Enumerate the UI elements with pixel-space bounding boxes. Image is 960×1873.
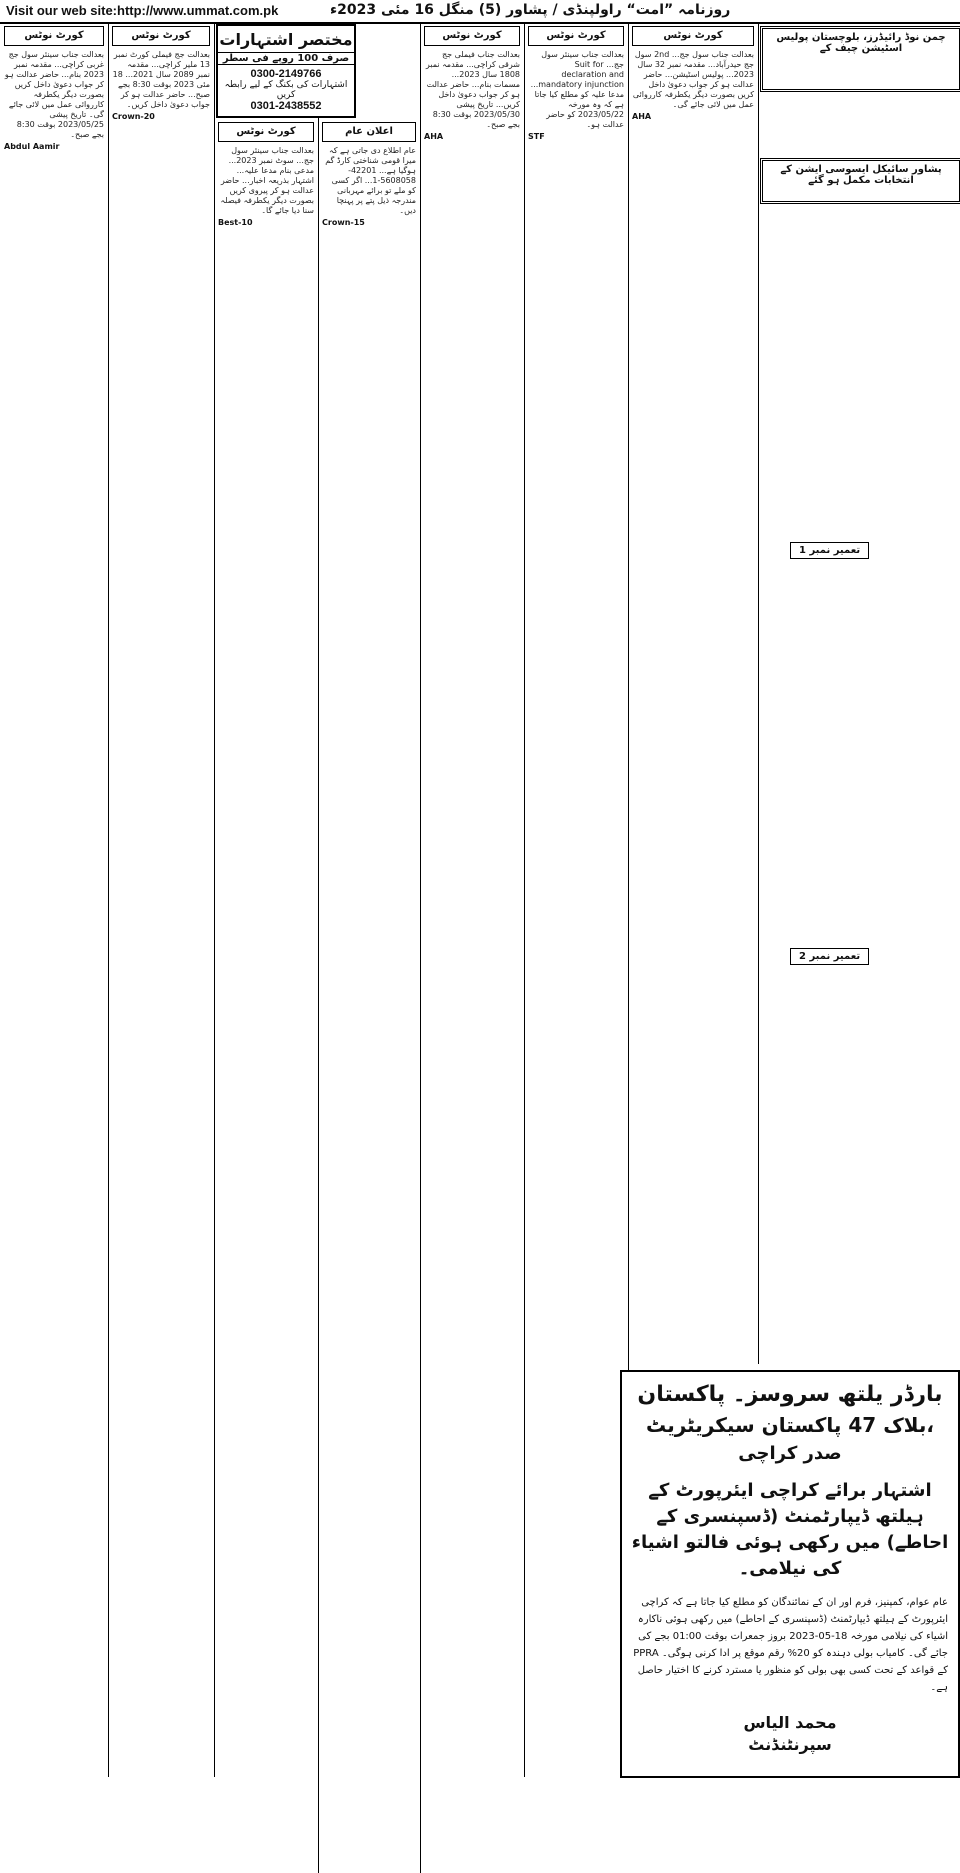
column-tag: Crown-20 (112, 112, 155, 121)
column-header: کورٹ نوٹس (632, 26, 754, 46)
column-2 (108, 24, 215, 1777)
masthead-bar (0, 0, 960, 24)
news-box-mid (760, 158, 960, 204)
column-tag: Abdul Aamir (4, 142, 60, 151)
notice-heading: اشتہار برائے کراچی ایئرپورٹ کے ہیلتھ ڈیپارٹمنٹ (ڈسپنسری کے احاطے) میں رکھی ہوئی فالتو اشیاء کی نیلامی۔ (631, 1480, 949, 1579)
column-text: بعدالت جناب فیملی جج شرقی کراچی... مقدمہ نمبر 1808 سال 2023... مسمات بنام... حاضر عدالت ہو کر جواب دعویٰ داخل کریں... تاریخ پیشی 2023/05/30 بوقت 8:30 بجے صبح۔ (425, 50, 520, 129)
ads-phone-1[interactable]: 0300-2149766 (250, 68, 322, 80)
column-text: عام اطلاع دی جاتی ہے کہ میرا قومی شناختی کارڈ گم ہوگیا ہے... 42201-5608058-1... اگر کسی کو ملے تو برائے مہربانی مندرجہ ذیل پتے پر پہنچا دیں۔ (325, 146, 416, 215)
tender-2-label: تعمیر نمبر 2 (790, 948, 869, 965)
column-tag: STF (528, 132, 545, 141)
column-header: کورٹ نوٹس (112, 26, 210, 46)
ads-phone-2[interactable]: 0301-2438552 (250, 100, 322, 112)
signatory-name: محمد الیاس (743, 1713, 837, 1732)
notice-org: بارڈر یلتھ سروسز۔ پاکستان (637, 1382, 943, 1407)
notice-city: صدر کراچی (738, 1443, 842, 1464)
signatory-title: سپرنٹنڈنٹ (748, 1735, 832, 1754)
dateline: روزنامہ ”امت“ راولپنڈی / پشاور (5) منگل 16 مئی 2023ء (330, 2, 731, 18)
notice-body: عام عوام، کمپنیز، فرم اور ان کے نمائندگان کو مطلع کیا جاتا ہے کہ کراچی ایئرپورٹ کے ہیلتھ ڈیپارٹمنٹ (ڈسپنسری کے احاطے) میں رکھی ہوئی ناکارہ اشیاء کی نیلامی مورخہ 18-05-2023 بروز جمعرات بوقت 01:00 بجے کی جائے گی۔ کامیاب بولی دہندہ کو 20% رقم موقع پر ادا کرنی ہوگی۔ PPRA کے قواعد کے تحت کسی بھی بولی کو منظور یا مسترد کرنے کا اختیار حاصل ہے۔ (633, 1597, 948, 1693)
column-header: کورٹ نوٹس (218, 122, 314, 142)
column-6 (524, 24, 629, 1777)
column-text: بعدالت جج فیملی کورٹ نمبر 13 ملیر کراچی... مقدمہ نمبر 2089 سال 2021... 18 مئی 2023 بوقت 8:30 بجے صبح... حاضر عدالت ہو کر جواب دعویٰ داخل کریں۔ (112, 50, 210, 109)
auction-notice (620, 1370, 960, 1778)
ads-title: مختصر اشتہارات (219, 30, 353, 49)
column-text: بعدالت جناب سینئر سول جج غربی کراچی... مقدمہ نمبر 2023 بنام... حاضر عدالت ہو کر جواب دعویٰ داخل کریں بصورت دیگر یکطرفہ کارروائی عمل میں لائی جائے گی۔ تاریخ پیشی 2023/05/25 بوقت 8:30 بجے صبح۔ (4, 50, 104, 139)
news-box-top (760, 26, 960, 92)
website-url[interactable]: Visit our web site:http://www.ummat.com.pk (6, 3, 279, 18)
column-5 (420, 24, 525, 1777)
column-7 (628, 24, 759, 1364)
column-3 (214, 24, 319, 1873)
column-4 (318, 24, 421, 1873)
classified-ads-box (216, 24, 356, 118)
notice-signatory (622, 1712, 958, 1756)
column-tag: AHA (424, 132, 444, 141)
column-text: بعدالت جناب سینئر سول جج... سوٹ نمبر 2023... مدعی بنام مدعا علیہ... اشتہار بذریعہ اخبار... حاضر عدالت ہو کر پیروی کریں بصورت دیگر یکطرفہ فیصلہ سنا دیا جائے گا۔ (220, 146, 314, 215)
column-header: کورٹ نوٹس (4, 26, 104, 46)
column-tag: Crown-15 (322, 218, 365, 227)
news-box-text: چمن نوڈ رائیڈرز، بلوچستان پولیس اسٹیشن چیف کے (776, 32, 946, 54)
column-header: کورٹ نوٹس (528, 26, 624, 46)
column-text: بعدالت جناب سینئر سول جج... Suit for declaration and mandatory injunction... مدعا علیہ کو مطلع کیا جاتا ہے کہ وہ مورخہ 2023/05/22 کو حاضر عدالت ہو۔ (530, 50, 624, 129)
column-tag: AHA (632, 112, 652, 121)
ads-rate: صرف 100 روپے فی سطر (218, 52, 354, 65)
column-1 (0, 24, 109, 1777)
column-text: بعدالت جناب سول جج... 2nd سول جج حیدرآباد... مقدمہ نمبر 32 سال 2023... پولیس اسٹیشن... حاضر عدالت ہو کر جواب دعویٰ داخل کریں بصورت دیگر یکطرفہ کارروائی عمل میں لائی جائے گی۔ (632, 50, 754, 109)
notice-address: بلاک 47 پاکستان سیکریٹریٹ، (646, 1413, 934, 1437)
column-header: اعلان عام (322, 122, 416, 142)
column-header: کورٹ نوٹس (424, 26, 520, 46)
column-tag: Best-10 (218, 218, 253, 227)
ads-note: اشتہارات کی بکنگ کے لیے رابطہ کریں (224, 80, 348, 100)
news-box-text: پشاور سائیکل ایسوسی ایشن کے انتخابات مکمل ہو گئے (780, 164, 942, 186)
tender-1-label: تعمیر نمبر 1 (790, 542, 869, 559)
